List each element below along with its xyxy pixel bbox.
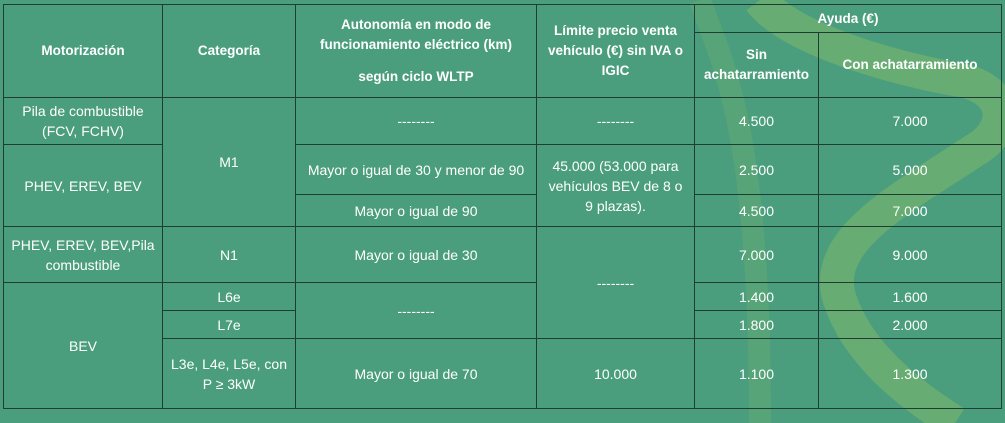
con-cell: 1.300 (819, 339, 1002, 409)
motorizacion-cell: PHEV, EREV, BEV,Pila combustible (4, 227, 163, 283)
header-autonomia (296, 5, 537, 98)
limite-cell: 45.000 (53.000 para vehículos BEV de 8 o 9 plazas). (537, 145, 695, 227)
autonomia-cell: -------- (296, 98, 537, 145)
table-row (4, 283, 1002, 311)
limite-cell: -------- (537, 98, 695, 145)
con-cell: 7.000 (819, 98, 1002, 145)
con-cell: 9.000 (819, 227, 1002, 283)
header-categoria: Categoría (163, 5, 296, 98)
limite-cell: 10.000 (537, 339, 695, 409)
autonomia-cell: Mayor o igual de 90 (296, 195, 537, 227)
categoria-cell: L6e (163, 283, 296, 311)
header-autonomia-line1: Autonomía en modo de funcionamiento eléctrico (km) (319, 17, 513, 52)
table-row (4, 145, 1002, 195)
table-row (4, 98, 1002, 145)
sin-cell: 1.100 (695, 339, 819, 409)
autonomia-cell: Mayor o igual de 30 y menor de 90 (296, 145, 537, 195)
table-row (4, 227, 1002, 283)
categoria-cell: M1 (163, 98, 296, 227)
sin-cell: 1.400 (695, 283, 819, 311)
header-sin-achatarramiento: Sin achatarramiento (695, 33, 819, 98)
header-ayuda: Ayuda (€) (695, 5, 1002, 33)
motorizacion-cell: BEV (4, 283, 163, 409)
header-limite: Límite precio venta vehículo (€) sin IVA o IGIC (537, 5, 695, 98)
con-cell: 1.600 (819, 283, 1002, 311)
limite-cell: -------- (537, 227, 695, 339)
header-con-achatarramiento: Con achatarramiento (819, 33, 1002, 98)
sin-cell: 4.500 (695, 195, 819, 227)
con-cell: 2.000 (819, 311, 1002, 339)
motorizacion-cell: PHEV, EREV, BEV (4, 145, 163, 227)
sin-cell: 2.500 (695, 145, 819, 195)
con-cell: 5.000 (819, 145, 1002, 195)
autonomia-cell: Mayor o igual de 30 (296, 227, 537, 283)
header-autonomia-line2: según ciclo WLTP (358, 69, 474, 84)
categoria-cell: L7e (163, 311, 296, 339)
con-cell: 7.000 (819, 195, 1002, 227)
categoria-cell: L3e, L4e, L5e, con P ≥ 3kW (163, 339, 296, 409)
autonomia-cell: Mayor o igual de 70 (296, 339, 537, 409)
motorizacion-cell: Pila de combustible (FCV, FCHV) (4, 98, 163, 145)
sin-cell: 7.000 (695, 227, 819, 283)
ayudas-table (3, 4, 1002, 409)
autonomia-cell: -------- (296, 283, 537, 339)
header-motorizacion: Motorización (4, 5, 163, 98)
sin-cell: 4.500 (695, 98, 819, 145)
sin-cell: 1.800 (695, 311, 819, 339)
categoria-cell: N1 (163, 227, 296, 283)
